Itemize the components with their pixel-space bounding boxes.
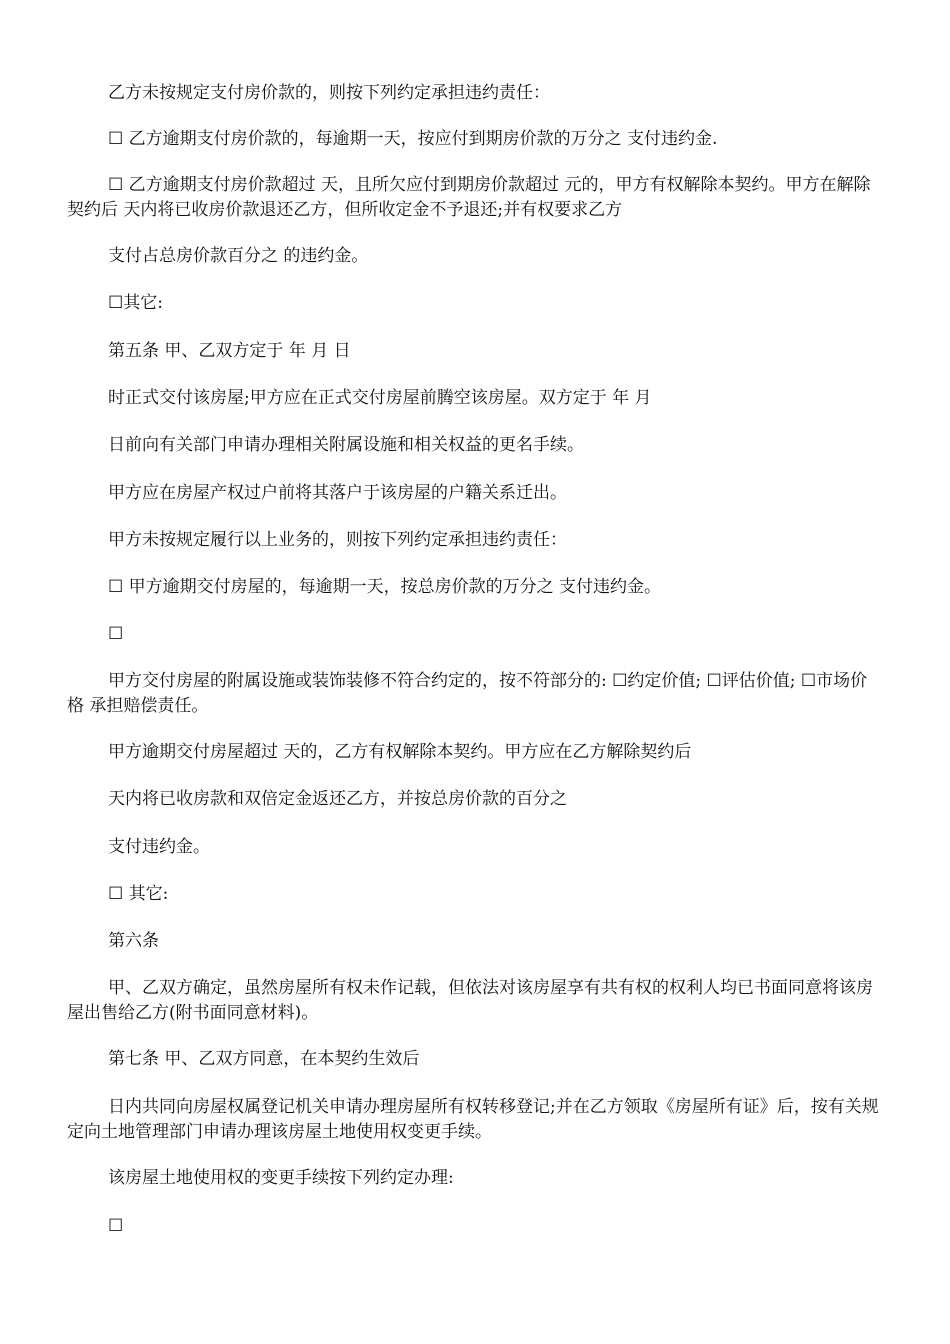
- paragraph-4: 支付占总房价款百分之 的违约金。: [108, 246, 369, 266]
- paragraph-19: 甲、乙双方确定，虽然房屋所有权未作记载，但依法对该房屋享有共有权的权利人均已书面同意将该房屋出售给乙方(附书面同意材料)。: [67, 978, 873, 1023]
- paragraph-14: 甲方逾期交付房屋超过 天的，乙方有权解除本契约。甲方应在乙方解除契约后: [108, 742, 692, 762]
- paragraph-10: 甲方未按规定履行以上业务的，则按下列约定承担违约责任：: [108, 530, 567, 550]
- paragraph-20: 第七条 甲、乙双方同意，在本契约生效后: [108, 1049, 420, 1069]
- paragraph-22: 该房屋土地使用权的变更手续按下列约定办理:: [108, 1168, 454, 1188]
- paragraph-13: 甲方交付房屋的附属设施或装饰装修不符合约定的，按不符部分的: ☐约定价值; ☐评估价值; ☐市场价格 承担赔偿责任。: [67, 671, 868, 716]
- paragraph-23: ☐: [108, 1216, 124, 1236]
- paragraph-5: ☐其它:: [108, 293, 163, 313]
- paragraph-11: ☐ 甲方逾期交付房屋的，每逾期一天，按总房价款的万分之 支付违约金。: [108, 577, 662, 597]
- paragraph-18: 第六条: [108, 931, 159, 951]
- paragraph-9: 甲方应在房屋产权过户前将其落户于该房屋的户籍关系迁出。: [108, 483, 567, 503]
- paragraph-3: ☐ 乙方逾期支付房价款超过 天，且所欠应付到期房价款超过 元的，甲方有权解除本契约。甲方在解除契约后 天内将已收房价款退还乙方，但所收定金不予退还;并有权要求乙方: [67, 175, 871, 220]
- paragraph-1: 乙方未按规定支付房价款的，则按下列约定承担违约责任：: [108, 83, 550, 103]
- paragraph-12: ☐: [108, 624, 124, 644]
- paragraph-15: 天内将已收房款和双倍定金返还乙方，并按总房价款的百分之: [108, 789, 567, 809]
- paragraph-16: 支付违约金。: [108, 837, 210, 857]
- paragraph-21: 日内共同向房屋权属登记机关申请办理房屋所有权转移登记;并在乙方领取《房屋所有证》后，按有关规定向土地管理部门申请办理该房屋土地使用权变更手续。: [67, 1097, 879, 1142]
- paragraph-7: 时正式交付该房屋;甲方应在正式交付房屋前腾空该房屋。双方定于 年 月: [108, 388, 652, 408]
- paragraph-6: 第五条 甲、乙双方定于 年 月 日: [108, 341, 351, 361]
- paragraph-8: 日前向有关部门申请办理相关附属设施和相关权益的更名手续。: [108, 435, 584, 455]
- paragraph-2: ☐ 乙方逾期支付房价款的，每逾期一天，按应付到期房价款的万分之 支付违约金.: [108, 129, 718, 149]
- paragraph-17: ☐ 其它:: [108, 884, 169, 904]
